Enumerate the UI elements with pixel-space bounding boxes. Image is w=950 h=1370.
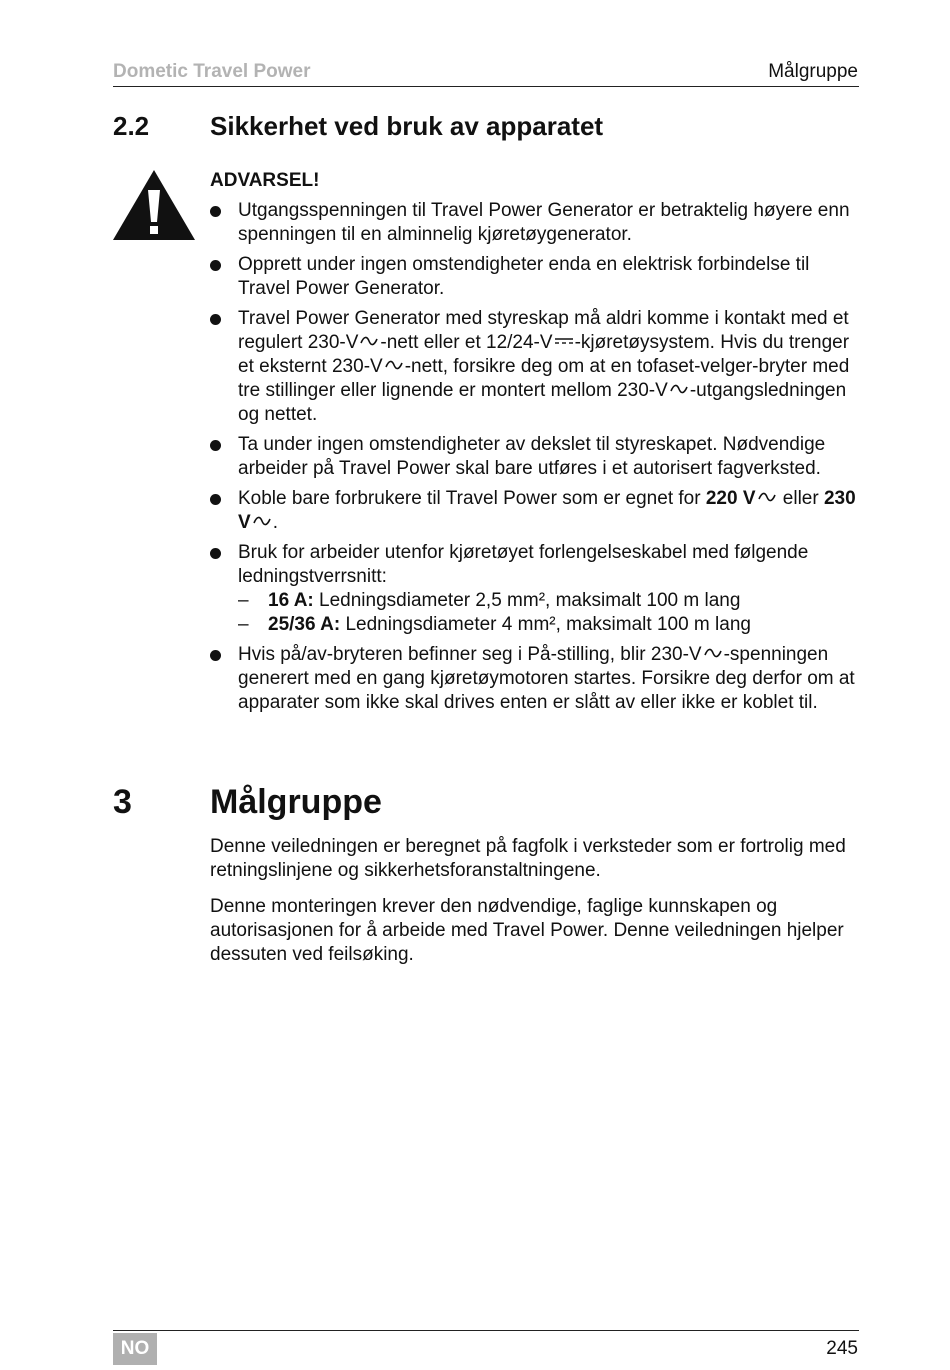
ac-symbol-icon <box>360 336 378 346</box>
header-divider <box>113 86 859 87</box>
warning-heading: ADVARSEL! <box>210 170 320 191</box>
list-item-text: . <box>272 512 278 533</box>
sub-item-text: Ledningsdiameter 4 mm², maksimalt 100 m lang <box>340 614 751 635</box>
list-item-text: Koble bare forbrukere til Travel Power som er egnet for <box>238 488 706 509</box>
list-item-text: Utgangsspenningen til Travel Power Generator er betraktelig høyere enn spenningen til en alminnelig kjøretøygenerator. <box>238 200 850 245</box>
warning-triangle-icon <box>113 170 195 242</box>
voltage-value: 220 V <box>705 488 756 509</box>
section-number: 2.2 <box>113 111 150 141</box>
list-item-text: Opprett under ingen omstendigheter enda en elektrisk forbindelse til Travel Power Generator. <box>238 254 810 299</box>
chapter-title: Målgruppe <box>210 783 382 821</box>
cable-rating: 16 A: <box>268 590 314 611</box>
ac-symbol-icon <box>670 384 688 394</box>
list-item-text: -utgangsledningen og nettet. <box>238 380 847 425</box>
warning-list <box>210 199 860 721</box>
ac-symbol-icon <box>253 516 271 526</box>
ac-symbol-icon <box>758 492 776 502</box>
list-item <box>210 199 860 247</box>
list-item-text: eller <box>777 488 824 509</box>
sub-list-item <box>238 613 860 637</box>
sub-item-text: Ledningsdiameter 2,5 mm², maksimalt 100 m lang <box>313 590 741 611</box>
bullet-dot <box>210 260 221 271</box>
section-title: Sikkerhet ved bruk av apparatet <box>210 111 604 141</box>
ac-symbol-icon <box>704 648 722 658</box>
list-item-text: -kjøretøysystem. Hvis du trenger et eksternt 230-V <box>238 332 850 377</box>
dc-symbol-icon <box>554 336 574 346</box>
bullet-dot <box>210 314 221 325</box>
cable-rating: 25/36 A: <box>268 614 341 635</box>
list-item-text: -nett, forsikre deg om at en tofaset-velger-bryter med tre stillinger eller lignende er montert mellom 230-V <box>238 356 850 401</box>
header-brand: Dometic Travel Power <box>113 61 311 82</box>
ac-symbol-icon <box>385 360 403 370</box>
header-chapter: Målgruppe <box>768 61 858 82</box>
page-number: 245 <box>826 1338 858 1359</box>
dash-marker: – <box>238 590 249 611</box>
list-item <box>210 433 860 481</box>
language-badge: NO <box>113 1333 157 1365</box>
list-item-text: -spenningen generert med en gang kjøretøymotoren startes. Forsikre deg derfor om at apparater som ikke skal drives enten er slått av eller ikke er koblet til. <box>238 644 855 713</box>
bullet-dot <box>210 206 221 217</box>
list-item-text: -nett eller et 12/24-V <box>380 332 553 353</box>
list-item-text: Bruk for arbeider utenfor kjøretøyet forlengelseskabel med følgende ledningstverrsnitt: <box>238 542 809 587</box>
list-item-text: Ta under ingen omstendigheter av dekslet til styreskapet. Nødvendige arbeider på Travel Power skal bare utføres i et autorisert fagverksted. <box>238 434 826 479</box>
paragraph: Denne veiledningen er beregnet på fagfolk i verksteder som er fortrolig med retningslinjene og sikkerhetsforanstaltningene. <box>210 836 846 881</box>
bullet-dot <box>210 440 221 451</box>
bullet-dot <box>210 548 221 559</box>
dash-marker: – <box>238 614 249 635</box>
list-item <box>210 307 860 427</box>
footer-divider <box>113 1330 859 1331</box>
list-item <box>210 487 860 535</box>
list-item <box>210 643 860 715</box>
list-item <box>210 253 860 301</box>
paragraph: Denne monteringen krever den nødvendige, faglige kunnskapen og autorisasjonen for å arbeide med Travel Power. Denne veiledningen hjelper dessuten ved feilsøking. <box>210 896 844 965</box>
sub-list-item <box>238 589 860 613</box>
list-item-text: Travel Power Generator med styreskap må aldri komme i kontakt med et regulert 230-V <box>238 308 849 353</box>
list-item <box>210 541 860 637</box>
voltage-value: 230 V <box>238 488 856 533</box>
bullet-dot <box>210 494 221 505</box>
list-item-text: Hvis på/av-bryteren befinner seg i På-stilling, blir 230-V <box>238 644 702 665</box>
chapter-number: 3 <box>113 783 132 821</box>
bullet-dot <box>210 650 221 661</box>
